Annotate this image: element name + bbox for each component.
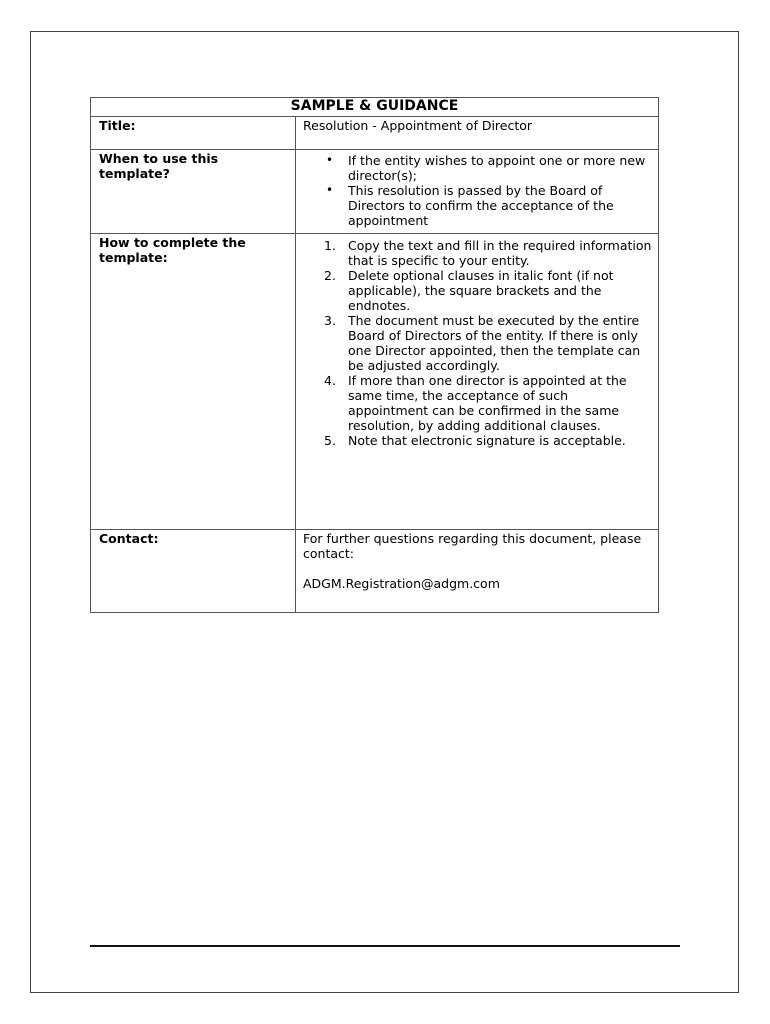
step-number: 3. [324,313,336,328]
when-bullet-list [303,153,652,228]
contact-label: Contact: [91,530,296,613]
title-value: Resolution - Appointment of Director [296,117,659,150]
list-item-text: The document must be executed by the entire Board of Directors of the entity. If there is only one Director appointed, then the template can be adjusted accordingly. [348,313,641,373]
title-row [91,117,659,150]
title-label: Title: [91,117,296,150]
list-item [326,183,652,228]
step-number: 2. [324,268,336,283]
how-value [296,234,659,530]
list-item-text: If the entity wishes to appoint one or more new director(s); [348,153,646,183]
how-step-list [303,238,652,448]
bullet-icon: • [326,183,334,197]
when-row [91,150,659,234]
step-number: 5. [324,433,336,448]
guidance-table [90,97,659,613]
list-item [324,373,652,433]
list-item-text: Note that electronic signature is acceptable. [348,433,626,448]
contact-email: ADGM.Registration@adgm.com [303,576,500,591]
when-label: When to use this template? [91,150,296,234]
step-number: 1. [324,238,336,253]
list-item-text: Copy the text and fill in the required information that is specific to your entity. [348,238,652,268]
step-number: 4. [324,373,336,388]
contact-value [296,530,659,613]
list-item-text: This resolution is passed by the Board of Directors to confirm the acceptance of the appointment [348,183,614,228]
list-item-text: Delete optional clauses in italic font (if not applicable), the square brackets and the endnotes. [348,268,614,313]
footer-divider [90,945,680,947]
how-row [91,234,659,530]
table-heading-row [91,98,659,117]
list-item [326,153,652,183]
bullet-icon: • [326,153,334,167]
list-item [324,238,652,268]
list-item-text: If more than one director is appointed at the same time, the acceptance of such appointment can be confirmed in the same resolution, by adding additional clauses. [348,373,627,433]
contact-text: For further questions regarding this document, please contact: [303,531,642,561]
list-item [324,313,652,373]
contact-row [91,530,659,613]
list-item [324,433,652,448]
list-item [324,268,652,313]
how-label: How to complete the template: [91,234,296,530]
table-heading: SAMPLE & GUIDANCE [91,98,659,117]
when-value [296,150,659,234]
